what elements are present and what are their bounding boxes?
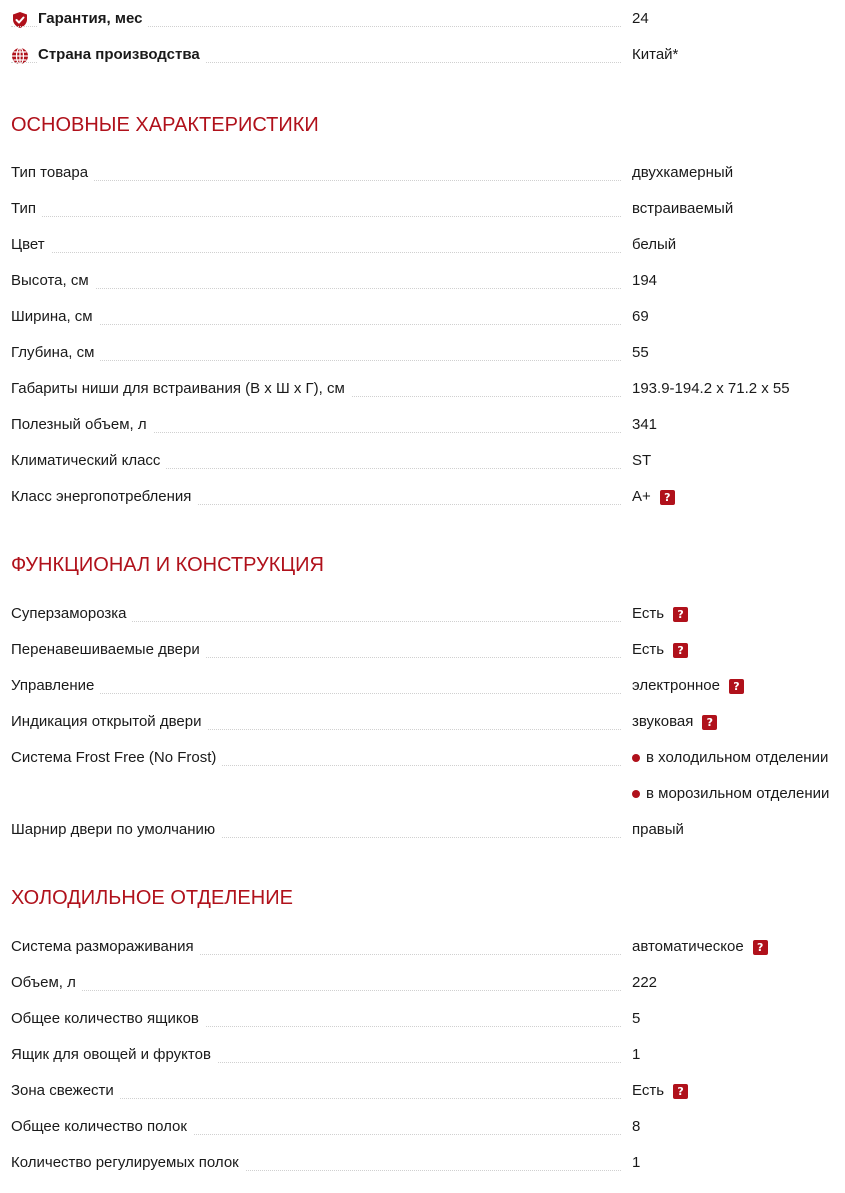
spec-row	[0, 227, 845, 263]
spec-row	[0, 1073, 845, 1109]
spec-row	[0, 596, 845, 632]
spec-label: Климатический класс	[11, 452, 166, 470]
spec-label: Тип товара	[11, 164, 94, 182]
dotted-leader	[11, 180, 621, 181]
section-title: ХОЛОДИЛЬНОЕ ОТДЕЛЕНИЕ	[11, 887, 293, 909]
spec-row	[0, 371, 845, 407]
section-title: ФУНКЦИОНАЛ И КОНСТРУКЦИЯ	[11, 554, 324, 576]
spec-label: Перенавешиваемые двери	[11, 641, 206, 659]
spec-row	[0, 704, 845, 740]
spec-row	[0, 1109, 845, 1145]
spec-label: Индикация открытой двери	[11, 713, 207, 731]
dotted-leader	[11, 216, 621, 217]
spec-row-country	[0, 37, 845, 73]
spec-row	[0, 1001, 845, 1037]
spec-value: Есть	[632, 641, 665, 658]
spec-label: Полезный объем, л	[11, 416, 153, 434]
spec-value: 8	[632, 1118, 641, 1135]
section-title: ОСНОВНЫЕ ХАРАКТЕРИСТИКИ	[11, 114, 319, 136]
dotted-leader	[11, 693, 621, 694]
spec-row	[0, 740, 845, 776]
dotted-leader	[11, 324, 621, 325]
spec-row	[0, 965, 845, 1001]
spec-row	[0, 929, 845, 965]
spec-label: Высота, см	[11, 272, 95, 290]
spec-row	[0, 479, 845, 515]
spec-label: Объем, л	[11, 974, 82, 992]
spec-row	[0, 263, 845, 299]
spec-row	[0, 632, 845, 668]
spec-value: автоматическое	[632, 938, 744, 955]
spec-row	[0, 812, 845, 848]
spec-row	[0, 155, 845, 191]
spec-label: Количество регулируемых полок	[11, 1154, 245, 1172]
help-question-icon[interactable]: ?	[673, 643, 688, 658]
spec-value: 194	[632, 272, 658, 289]
spec-row	[0, 668, 845, 704]
spec-row	[0, 407, 845, 443]
dotted-leader	[11, 360, 621, 361]
spec-row	[0, 1145, 845, 1181]
spec-row	[0, 776, 845, 812]
spec-value: A+	[632, 488, 651, 505]
spec-value: Есть	[632, 1082, 665, 1099]
spec-value: 341	[632, 416, 658, 433]
spec-label: Цвет	[11, 236, 51, 254]
spec-label: Класс энергопотребления	[11, 488, 197, 506]
spec-value: в морозильном отделении	[646, 785, 830, 802]
spec-value: 55	[632, 344, 649, 361]
spec-value: встраиваемый	[632, 200, 734, 217]
spec-value: в холодильном отделении	[646, 749, 829, 766]
spec-row	[0, 443, 845, 479]
spec-row	[0, 1037, 845, 1073]
spec-row	[0, 191, 845, 227]
spec-value: Китай*	[632, 46, 679, 63]
spec-value: 5	[632, 1010, 641, 1027]
spec-label: Гарантия, мес	[38, 10, 148, 28]
spec-value: электронное	[632, 677, 720, 694]
spec-value: Есть	[632, 605, 665, 622]
help-question-icon[interactable]: ?	[673, 607, 688, 622]
spec-label: Габариты ниши для встраивания (В х Ш х Г), см	[11, 380, 351, 398]
spec-label: Суперзаморозка	[11, 605, 132, 623]
spec-value: 1	[632, 1046, 641, 1063]
spec-label: Система Frost Free (No Frost)	[11, 749, 222, 767]
help-question-icon[interactable]: ?	[673, 1084, 688, 1099]
help-question-icon[interactable]: ?	[702, 715, 717, 730]
spec-value: 69	[632, 308, 649, 325]
spec-row	[0, 299, 845, 335]
bullet-dot-icon	[632, 754, 640, 762]
spec-value: ST	[632, 452, 652, 469]
spec-label: Система размораживания	[11, 938, 200, 956]
spec-label: Страна производства	[38, 46, 206, 64]
spec-label: Управление	[11, 677, 100, 695]
spec-value: 193.9-194.2 x 71.2 x 55	[632, 380, 790, 397]
spec-value: правый	[632, 821, 684, 838]
dotted-leader	[11, 990, 621, 991]
spec-label: Шарнир двери по умолчанию	[11, 821, 221, 839]
spec-label: Ширина, см	[11, 308, 99, 326]
help-question-icon[interactable]: ?	[729, 679, 744, 694]
spec-label: Тип	[11, 200, 42, 218]
spec-value: 1	[632, 1154, 641, 1171]
spec-value: 24	[632, 10, 649, 27]
bullet-dot-icon	[632, 790, 640, 798]
help-question-icon[interactable]: ?	[660, 490, 675, 505]
spec-value: белый	[632, 236, 677, 253]
spec-label: Глубина, см	[11, 344, 100, 362]
spec-label: Зона свежести	[11, 1082, 120, 1100]
spec-value: звуковая	[632, 713, 694, 730]
spec-value: двухкамерный	[632, 164, 734, 181]
spec-label: Общее количество полок	[11, 1118, 193, 1136]
dotted-leader	[11, 288, 621, 289]
help-question-icon[interactable]: ?	[753, 940, 768, 955]
spec-row-warranty	[0, 1, 845, 37]
dotted-leader	[11, 252, 621, 253]
spec-label: Ящик для овощей и фруктов	[11, 1046, 217, 1064]
spec-value: 222	[632, 974, 658, 991]
spec-label: Общее количество ящиков	[11, 1010, 205, 1028]
spec-row	[0, 335, 845, 371]
